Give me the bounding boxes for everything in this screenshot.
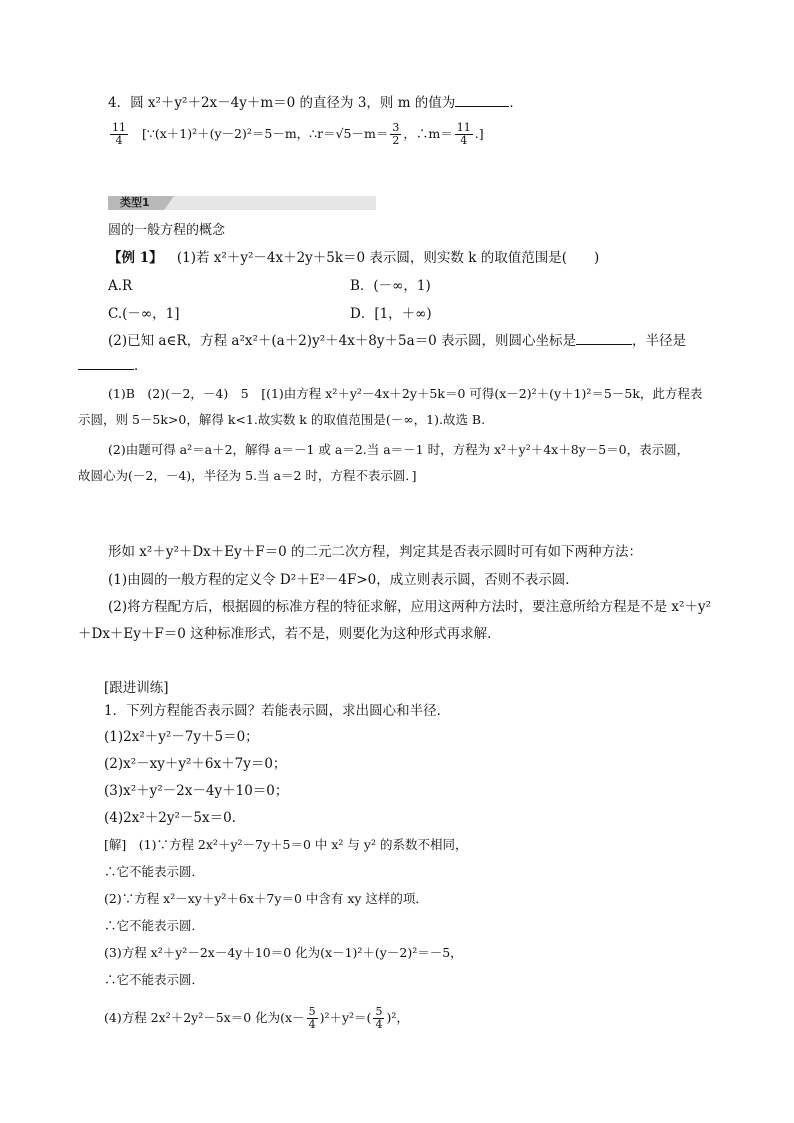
center-blank xyxy=(576,332,632,345)
solution-4-mid: )²＋y²＝( xyxy=(319,1010,372,1025)
type-banner-label: 类型1 xyxy=(120,196,150,209)
option-c: C.(－∞，1] xyxy=(108,306,180,322)
practice-header: [跟进训练] xyxy=(104,680,169,696)
q4-answer-fraction xyxy=(110,122,128,147)
solution-3-conclusion: ∴它不能表示圆． xyxy=(104,972,205,987)
equation-3: (3)x²＋y²－2x－4y＋10＝0； xyxy=(104,783,289,799)
q4-answer-line xyxy=(108,122,484,147)
solution-1: [解] (1)∵方程 2x²＋y²－7y＋5＝0 中 x² 与 y² 的系数不相同， xyxy=(104,837,468,852)
method-line-2: (1)由圆的一般方程的定义令 D²＋E²－4F>0，成立则表示圆，否则不表示圆． xyxy=(108,572,579,588)
q2-part-a: (2)已知 a∈R，方程 a²x²＋(a＋2)y²＋4x＋8y＋5a＝0 表示圆，则圆心坐标是 xyxy=(108,333,577,349)
example-answer-1a: (1)B (2)(－2，－4) 5 [(1)由方程 x²＋y²－4x＋2y＋5k＝0 可得(x－2)²＋(y＋1)²＝5－5k，此方程表 xyxy=(108,386,703,401)
solution-2: (2)∵方程 x²－xy＋y²＋6x＋7y＝0 中含有 xy 这样的项． xyxy=(104,891,428,906)
equation-1: (1)2x²＋y²－7y＋5＝0； xyxy=(104,729,259,745)
radius-blank xyxy=(78,357,134,370)
option-d: D．[1，＋∞) xyxy=(350,306,432,322)
q4-f2-num: 11 xyxy=(456,121,471,134)
s4-num2: 5 xyxy=(375,1005,383,1018)
q4-f1-den: 2 xyxy=(392,134,400,147)
solution-4-open: (x－ xyxy=(280,1010,305,1025)
example-label: 【例 1】 xyxy=(108,250,163,266)
q4-prefix: 4．圆 x²＋y²＋2x－4y＋m＝0 的直径为 3，则 m 的值为 xyxy=(108,95,456,111)
solution-4-end: )²， xyxy=(386,1010,409,1025)
solution-4-prefix: (4)方程 2x²＋2y²－5x＝0 化为 xyxy=(104,1010,281,1025)
q4-line xyxy=(108,93,523,113)
example-question-2 xyxy=(108,331,686,351)
solution-1-conclusion: ∴它不能表示圆． xyxy=(104,864,205,879)
section-title: 圆的一般方程的概念 xyxy=(108,223,226,238)
option-b: B．(－∞，1) xyxy=(350,278,431,294)
q4-answer-denominator: 4 xyxy=(115,134,123,147)
s4-num: 5 xyxy=(308,1005,316,1018)
s4-den: 4 xyxy=(308,1018,316,1031)
q4-f1-num: 3 xyxy=(392,121,400,134)
equation-2: (2)x²－xy＋y²＋6x＋7y＝0； xyxy=(104,756,287,772)
q4-solution-b: ，∴m＝ xyxy=(403,126,453,141)
q2-part-b: ，半径是 xyxy=(632,333,687,349)
practice-question: 1．下列方程能否表示圆？若能表示圆，求出圆心和半径． xyxy=(104,703,451,719)
method-line-3: (2)将方程配方后，根据圆的标准方程的特征求解，应用这两种方法时，要注意所给方程是不是 x²＋y² xyxy=(108,599,711,615)
type-banner xyxy=(108,196,376,210)
solution-4-fraction-2 xyxy=(373,1006,384,1031)
example-answer-1b: 示圆，则 5－5k>0，解得 k<1.故实数 k 的取值范围是(－∞，1).故选 B. xyxy=(78,412,486,427)
option-a: A.R xyxy=(108,278,133,294)
q4-fraction-1 xyxy=(390,122,401,147)
q2-line-2 xyxy=(78,356,148,376)
example-stem xyxy=(108,248,599,268)
answer-blank xyxy=(455,94,509,107)
q4-f2-den: 4 xyxy=(460,134,468,147)
example-question-1: (1)若 x²＋y²－4x＋2y＋5k＝0 表示圆，则实数 k 的取值范围是( ) xyxy=(176,250,600,266)
solution-2-conclusion: ∴它不能表示圆． xyxy=(104,918,205,933)
example-answer-2b: 故圆心为(－2，－4)，半径为 5.当 a＝2 时，方程不表示圆．] xyxy=(78,468,417,483)
solution-3: (3)方程 x²＋y²－2x－4y＋10＝0 化为(x－1)²＋(y－2)²＝－5， xyxy=(104,945,463,960)
q4-suffix: ． xyxy=(509,95,523,111)
equation-4: (4)2x²＋2y²－5x＝0. xyxy=(104,810,236,826)
method-line-1: 形如 x²＋y²＋Dx＋Ey＋F＝0 的二元二次方程，判定其是否表示圆时可有如下两种方法： xyxy=(108,544,643,560)
q4-solution-c: .] xyxy=(474,126,484,141)
solution-4 xyxy=(104,1006,409,1031)
q2-end: ． xyxy=(134,358,148,374)
q4-solution-a: [∵(x＋1)²＋(y－2)²＝5－m，∴r＝√5－m＝ xyxy=(141,126,389,141)
example-answer-2a: (2)由题可得 a²＝a＋2，解得 a＝－1 或 a＝2.当 a＝－1 时，方程为 x²＋y²＋4x＋8y－5＝0，表示圆， xyxy=(108,442,690,457)
q4-fraction-2 xyxy=(455,122,473,147)
s4-den2: 4 xyxy=(375,1018,383,1031)
q4-answer-numerator: 11 xyxy=(112,121,126,134)
type-banner-rule xyxy=(164,196,376,210)
solution-4-fraction-1 xyxy=(307,1006,318,1031)
method-line-4: ＋Dx＋Ey＋F＝0 这种标准形式，若不是，则要化为这种形式再求解． xyxy=(78,626,501,642)
